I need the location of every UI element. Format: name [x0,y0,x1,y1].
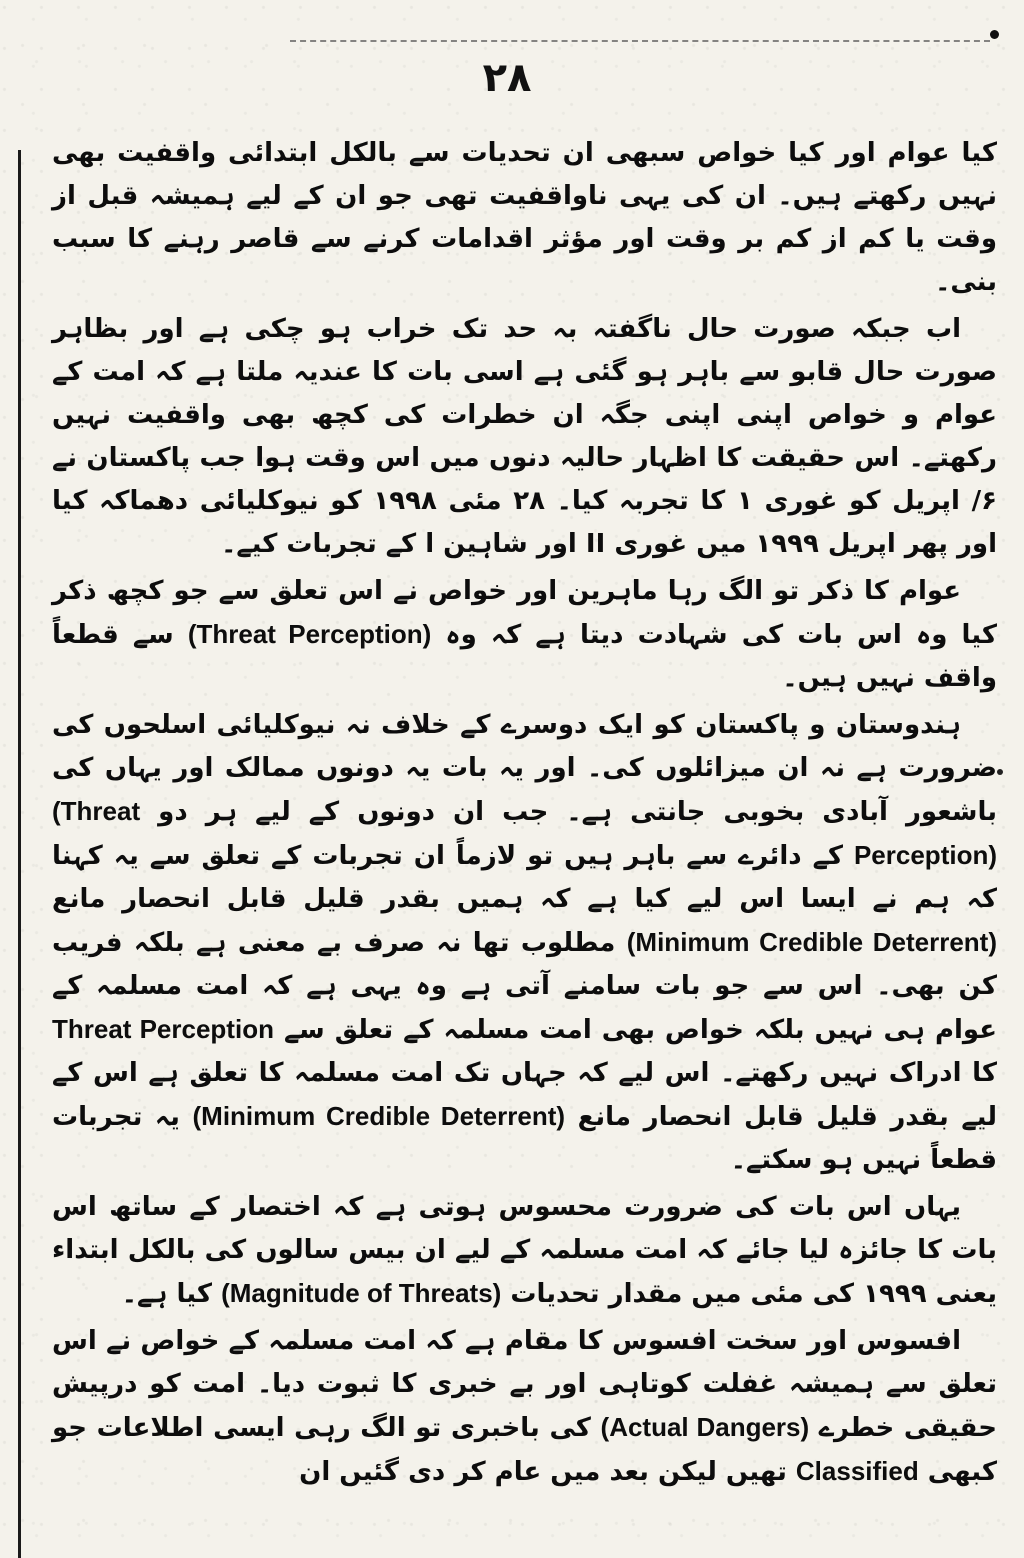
paragraph-5-text-b: کیا ہے۔ [121,1279,213,1309]
paragraph-2: اب جبکہ صورت حال ناگفتہ بہ حد تک خراب ہو چکی ہے اور بظاہر صورت حال قابو سے باہر ہو گئی ہے اسی بات کا عندیہ ملتا ہے کہ امت کے عوام و خواص اپنی اپنی جگہ ان خطرات کی کچھ بھی واقفیت نہیں رکھتے۔ اس حقیقت کا اظہار حالیہ دنوں میں اس وقت ہوا جب پاکستان نے ۶/ اپریل کو غوری ۱ کا تجربہ کیا۔ ۲۸ مئی ۱۹۹۸ کو نیوکلیائی دھماکہ کیا اور پھر اپریل ۱۹۹۹ میں غوری II اور شاہین ا کے تجربات کیے۔ [52,314,997,559]
paragraph-5-english: (Magnitude of Threats) [221,1278,502,1308]
paragraph-6-text-a: افسوس اور سخت افسوس کا مقام ہے کہ امت مسلمہ کے خواص نے اس تعلق سے ہمیشہ غفلت کوتاہی اور بے خبری کا ثبوت دیا۔ امت کو درپیش حقیقی خطرے [52,1326,997,1443]
paragraph-6 [52,1320,997,1494]
paragraph-4-text-a: ہندوستان و پاکستان کو ایک دوسرے کے خلاف نہ نیوکلیائی اسلحوں کی ضرورت ہے نہ ان میزائلوں کی۔ اور یہ بات یہ دونوں ممالک اور یہاں کی باشعور آبادی بخوبی جانتی ہے۔ جب ان دونوں کے لیے ہر دو [52,710,997,827]
paragraph-6-text-c: تھیں لیکن بعد میں عام کر دی گئیں ان [299,1457,787,1487]
paragraph-5-text-a: یہاں اس بات کی ضرورت محسوس ہوتی ہے کہ اختصار کے ساتھ اس بات کا جائزہ لیا جائے کہ امت مسلمہ کے لیے ان بیس سالوں کی بالکل ابتداء یعنی ۱۹۹۹ کی مئی میں مقدار تحدیات [52,1192,997,1309]
corner-mark [990,30,999,39]
paragraph-1: کیا عوام اور کیا خواص سبھی ان تحدیات سے بالکل ابتدائی واقفیت بھی نہیں رکھتے ہیں۔ ان کی یہی ناواقفیت تھی جو ان کے لیے ہمیشہ قبل از وقت یا کم از کم بر وقت اور مؤثر اقدامات کرنے سے قاصر رہنے کا سبب بنی۔ [52,138,997,297]
paragraph-4-text-b: کے دائرے سے باہر ہیں تو لازماً ان تجربات کے تعلق سے یہ کہنا کہ ہم نے ایسا اس لیے کیا ہے کہ ہمیں بقدر قلیل قابل انحصار مانع [52,841,997,914]
paragraph-4-text-c: مطلوب تھا نہ صرف بے معنی ہے بلکہ فریب کن بھی۔ اس سے جو بات سامنے آتی ہے وہ یہی ہے کہ امت مسلمہ کے عوام ہی نہیں بلکہ خواص بھی امت مسلمہ کے تعلق سے [52,928,997,1045]
document-body [52,132,997,1498]
page-number: ۲۸ [482,55,532,101]
paragraph-6-english-a: (Actual Dangers) [600,1412,810,1442]
paragraph-5 [52,1186,997,1316]
paragraph-4 [52,704,997,1182]
paragraph-3 [52,570,997,700]
paragraph-6-text-b: کی باخبری تو الگ رہی ایسی اطلاعات جو کبھی [52,1413,997,1487]
left-margin-rule [18,150,21,1558]
margin-mark [997,769,1003,775]
paragraph-4-text-d: کا ادراک نہیں رکھتے۔ اس لیے کہ جہاں تک امت مسلمہ کا تعلق ہے اس کے لیے بقدر قلیل قابل انحصار مانع [52,1058,997,1132]
paragraph-4-text-e: یہ تجربات قطعاً نہیں ہو سکتے۔ [52,1102,997,1175]
paragraph-4-english-d: (Minimum Credible Deterrent) [192,1101,566,1131]
top-dashed-rule [290,40,990,42]
paragraph-4-english-b: (Minimum Credible Deterrent) [626,927,997,957]
paragraph-3-english: (Threat Perception) [187,619,432,649]
paragraph-3-text-a: عوام کا ذکر تو الگ رہا ماہرین اور خواص نے اس تعلق سے جو کچھ ذکر کیا وہ اس بات کی شہادت دیتا ہے کہ وہ [52,576,997,650]
paragraph-4-english-a: (Threat Perception) [52,796,997,870]
paragraph-3-text-b: سے قطعاً واقف نہیں ہیں۔ [52,620,997,693]
paragraph-4-english-c: Threat Perception [52,1014,274,1044]
paragraph-6-english-b: Classified [795,1456,919,1486]
